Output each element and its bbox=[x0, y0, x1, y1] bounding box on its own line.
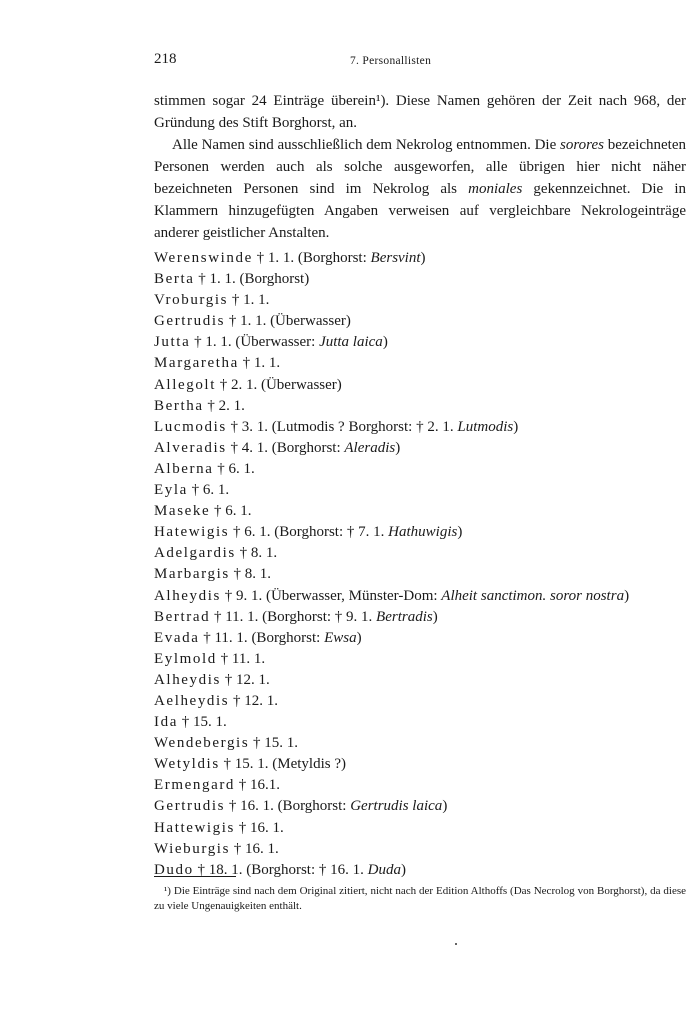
necrology-entry bbox=[154, 754, 694, 775]
entry-death-date: † 2. 1. bbox=[207, 397, 245, 414]
entry-note-italic: Bertradis bbox=[376, 608, 433, 625]
entry-note: (Borghorst: bbox=[271, 439, 345, 456]
intro-paragraph-2 bbox=[154, 134, 686, 244]
entry-death-date: † 1. 1. bbox=[228, 313, 267, 330]
entry-name: Wieburgis bbox=[154, 840, 231, 857]
entry-death-date: † 1. 1. bbox=[194, 334, 232, 351]
entry-death-date: † 11. 1. bbox=[213, 608, 259, 625]
entry-name: Maseke bbox=[154, 503, 211, 520]
necrology-entry bbox=[154, 396, 694, 417]
necrology-entry bbox=[154, 438, 694, 459]
entry-name: Wendebergis bbox=[154, 735, 250, 752]
entry-name: Adelgardis bbox=[154, 545, 236, 562]
entry-name: Hatewigis bbox=[154, 524, 230, 541]
entry-name: Werenswinde bbox=[154, 250, 253, 266]
intro-p2-part-a: Alle Namen sind ausschließlich dem Nekrolog entnommen. Die bbox=[172, 137, 561, 153]
entry-note-end: ) bbox=[420, 250, 426, 266]
term-moniales: moniales bbox=[468, 181, 523, 197]
entry-name: Ermengard bbox=[154, 777, 236, 794]
entry-note: (Borghorst: bbox=[277, 798, 351, 815]
entry-death-date: † 6. 1. bbox=[217, 460, 255, 477]
entry-note-italic: Alheit sanctimon. soror nostra bbox=[441, 587, 625, 604]
entry-name: Lucmodis bbox=[154, 418, 227, 435]
entry-note-italic: Hathuwigis bbox=[388, 524, 458, 541]
entry-death-date: † 8. 1. bbox=[239, 545, 278, 562]
entry-note-italic: Gertrudis laica bbox=[350, 798, 443, 815]
entry-name: Allegolt bbox=[154, 376, 216, 393]
entry-note: (Überwasser) bbox=[260, 376, 342, 393]
entry-death-date: † 1. 1. bbox=[198, 271, 236, 288]
entry-note-end: ) bbox=[395, 439, 401, 456]
necrology-entry bbox=[154, 628, 694, 649]
necrology-entry bbox=[154, 290, 694, 311]
entry-name: Hattewigis bbox=[154, 819, 235, 836]
necrology-entry-list bbox=[154, 248, 694, 881]
entry-name: Alheydis bbox=[154, 671, 221, 688]
necrology-entry bbox=[154, 459, 694, 480]
entry-note: (Überwasser, Münster-Dom: bbox=[265, 587, 442, 604]
entry-death-date: † 15. 1. bbox=[223, 756, 269, 773]
entry-name: Ida bbox=[154, 714, 178, 731]
necrology-entry bbox=[154, 543, 694, 564]
entry-name: Vroburgis bbox=[154, 292, 229, 309]
entry-death-date: † 12. 1. bbox=[232, 692, 278, 709]
entry-death-date: † 6. 1. bbox=[191, 482, 230, 499]
entry-note-end: ) bbox=[382, 334, 388, 351]
necrology-entry bbox=[154, 607, 694, 628]
running-head: 7. Personallisten bbox=[350, 55, 432, 67]
entry-note: (Lutmodis ? Borghorst: † 2. 1. bbox=[271, 418, 458, 435]
necrology-entry bbox=[154, 649, 694, 670]
entry-name: Jutta bbox=[154, 334, 191, 351]
entry-death-date: † 15. 1. bbox=[253, 735, 299, 752]
entry-name: Alveradis bbox=[154, 439, 227, 456]
entry-note-italic: Jutta laica bbox=[319, 334, 383, 351]
intro-paragraph-1: stimmen sogar 24 Einträge überein¹). Diese Namen gehören der Zeit nach 968, der Gründung des Stift Borghorst, an. bbox=[154, 93, 686, 131]
footnote-rule bbox=[154, 876, 236, 877]
entry-name: Berta bbox=[154, 271, 195, 288]
page-number: 218 bbox=[154, 51, 177, 67]
entry-name: Eyla bbox=[154, 482, 188, 499]
entry-name: Margaretha bbox=[154, 355, 239, 372]
necrology-entry bbox=[154, 248, 694, 269]
entry-death-date: † 16. 1. bbox=[228, 798, 274, 815]
necrology-entry bbox=[154, 860, 694, 881]
necrology-entry bbox=[154, 691, 694, 712]
entry-death-date: † 15. 1. bbox=[181, 714, 227, 731]
entry-note: (Überwasser: bbox=[235, 334, 320, 351]
entry-note-end: ) bbox=[400, 861, 406, 878]
entry-death-date: † 16.1. bbox=[238, 777, 281, 794]
print-speck bbox=[455, 943, 457, 945]
entry-note-end: ) bbox=[624, 587, 630, 604]
entry-name: Dudo bbox=[154, 861, 194, 878]
necrology-entry bbox=[154, 586, 694, 607]
entry-note: (Metyldis ?) bbox=[272, 756, 346, 773]
entry-name: Marbargis bbox=[154, 566, 230, 583]
entry-name: Gertrudis bbox=[154, 313, 226, 330]
entry-name: Gertrudis bbox=[154, 798, 226, 815]
entry-name: Bertrad bbox=[154, 608, 211, 625]
entry-death-date: † 3. 1. bbox=[230, 418, 269, 435]
intro-text bbox=[154, 90, 686, 244]
entry-death-date: † 8. 1. bbox=[233, 566, 272, 583]
entry-name: Evada bbox=[154, 629, 200, 646]
entry-note-italic: Aleradis bbox=[344, 439, 396, 456]
necrology-entry bbox=[154, 564, 694, 585]
necrology-entry bbox=[154, 839, 694, 860]
entry-note-italic: Lutmodis bbox=[457, 418, 514, 435]
entry-note-end: ) bbox=[513, 418, 519, 435]
entry-note-end: ) bbox=[356, 629, 362, 646]
necrology-entry bbox=[154, 269, 694, 290]
entry-note: (Borghorst: † 16. 1. bbox=[246, 861, 368, 878]
entry-death-date: † 6. 1. bbox=[232, 524, 271, 541]
intro-p2-part-c: gekennzeichnet. Die in Klammern hinzugefügten Angaben verweisen auf vergleichbare Nekrologeinträge anderer geistlicher Anstalten. bbox=[154, 181, 686, 241]
entry-death-date: † 1. 1. bbox=[231, 292, 270, 309]
necrology-entry bbox=[154, 733, 694, 754]
entry-death-date: † 1. 1. bbox=[242, 355, 281, 372]
entry-death-date: † 12. 1. bbox=[224, 671, 270, 688]
entry-death-date: † 16. 1. bbox=[238, 819, 284, 836]
entry-note: (Borghorst) bbox=[239, 271, 310, 288]
necrology-entry bbox=[154, 670, 694, 691]
entry-note: (Borghorst: † 9. 1. bbox=[262, 608, 377, 625]
entry-name: Eylmold bbox=[154, 650, 217, 667]
entry-name: Bertha bbox=[154, 397, 204, 414]
entry-note-end: ) bbox=[442, 798, 448, 815]
entry-death-date: † 16. 1. bbox=[233, 840, 279, 857]
entry-name: Wetyldis bbox=[154, 756, 220, 773]
footnote: ¹) Die Einträge sind nach dem Original zitiert, nicht nach der Edition Althoffs (Das Necrolog von Borghorst), da diese zu viele Ungenauigkeiten enthält. bbox=[154, 885, 686, 912]
entry-death-date: † 4. 1. bbox=[230, 439, 268, 456]
necrology-entry bbox=[154, 480, 694, 501]
entry-note-end: ) bbox=[432, 608, 438, 625]
necrology-entry bbox=[154, 501, 694, 522]
necrology-entry bbox=[154, 818, 694, 839]
entry-note-italic: Bersvint bbox=[370, 250, 421, 266]
entry-note: (Borghorst: bbox=[251, 629, 325, 646]
necrology-entry bbox=[154, 417, 694, 438]
entry-note: (Borghorst: † 7. 1. bbox=[274, 524, 389, 541]
entry-death-date: † 2. 1. bbox=[219, 376, 258, 393]
entry-name: Alheydis bbox=[154, 587, 221, 604]
entry-note-italic: Duda bbox=[367, 861, 401, 878]
entry-death-date: † 1. 1. bbox=[256, 250, 295, 266]
entry-note-italic: Ewsa bbox=[324, 629, 357, 646]
necrology-entry bbox=[154, 375, 694, 396]
intro-p2-part-b: bezeichneten Personen werden auch als solche ausgeworfen, alle übrigen hier nicht näher bezeichneten Personen sind im Nekrolog als bbox=[154, 137, 687, 197]
entry-note: (Überwasser) bbox=[270, 313, 351, 330]
entry-death-date: † 11. 1. bbox=[203, 629, 248, 646]
necrology-entry bbox=[154, 332, 694, 353]
entry-death-date: † 9. 1. bbox=[224, 587, 263, 604]
entry-note: (Borghorst: bbox=[297, 250, 371, 266]
necrology-entry bbox=[154, 796, 694, 817]
entry-death-date: † 18. 1. bbox=[197, 861, 243, 878]
entry-name: Aelheydis bbox=[154, 692, 230, 709]
entry-name: Alberna bbox=[154, 460, 214, 477]
entry-death-date: † 6. 1. bbox=[214, 503, 252, 520]
term-sorores: sorores bbox=[560, 137, 604, 153]
necrology-entry bbox=[154, 353, 694, 374]
necrology-entry bbox=[154, 522, 694, 543]
necrology-entry bbox=[154, 775, 694, 796]
necrology-entry bbox=[154, 311, 694, 332]
necrology-entry bbox=[154, 712, 694, 733]
entry-death-date: † 11. 1. bbox=[220, 650, 266, 667]
entry-note-end: ) bbox=[457, 524, 463, 541]
